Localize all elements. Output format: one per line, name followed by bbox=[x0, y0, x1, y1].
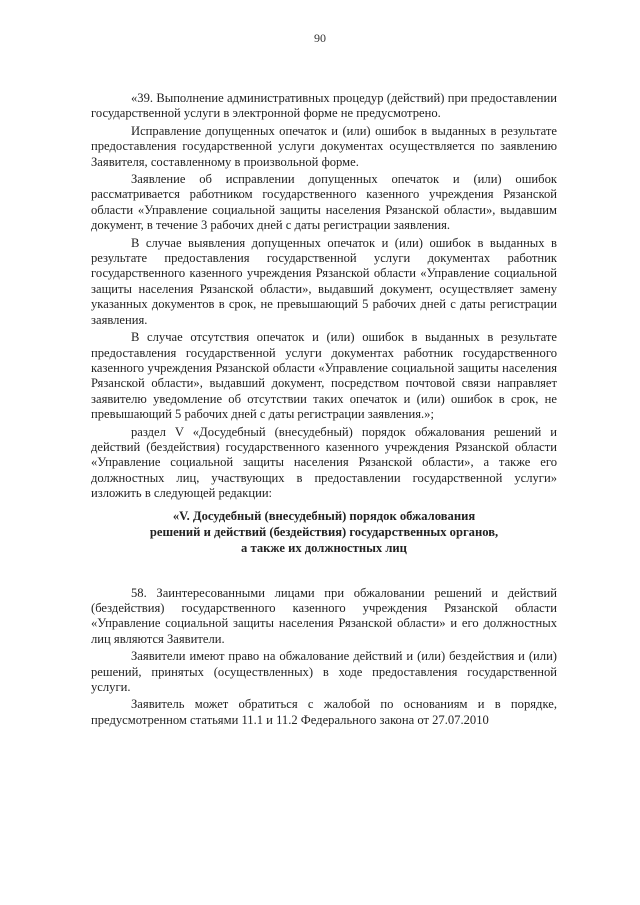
paragraph-appeal-right: Заявители имеют право на обжалование действий и (или) бездействия и (или) решений, принятых (осуществленных) в ходе предоставления государственной услуги. bbox=[91, 649, 557, 694]
paragraph-complaint-basis: Заявитель может обратиться с жалобой по основаниям и в порядке, предусмотренном статьями 11.1 и 11.2 Федерального закона от 27.07.2010 bbox=[91, 697, 557, 727]
paragraph-section-v-intro: раздел V «Досудебный (внесудебный) порядок обжалования решений и действий (бездействия) государственного казенного учреждения Рязанской области «Управление социальной защиты населения Рязанской области», а также его должностных лиц, участвующих в предоставлении государственной услуги» изложить в следующей редакции: bbox=[91, 424, 557, 501]
paragraph-58-interested-parties: 58. Заинтересованными лицами при обжаловании решений и действий (бездействия) государственного казенного учреждения Рязанской области «Управление социальной защиты населения Рязанской области» и его должностных лиц являются Заявители. bbox=[91, 585, 557, 646]
paragraph-correction-review: Заявление об исправлении допущенных опечаток и (или) ошибок рассматривается работником государственного казенного учреждения Рязанской области «Управление социальной защиты населения Рязанской области», выдавшим документ, в течение 3 рабочих дней с даты регистрации заявления. bbox=[91, 172, 557, 233]
paragraph-errors-found: В случае выявления допущенных опечаток и (или) ошибок в выданных в результате предоставления государственной услуги документах работник государственного казенного учреждения Рязанской области «Управление социальной защиты населения Рязанской области», выдавший документ, осуществляет замену указанных документов в срок, не превышающий 5 рабочих дней с даты регистрации заявления. bbox=[91, 235, 557, 327]
section-v-heading bbox=[91, 508, 557, 556]
heading-line: а также их должностных лиц bbox=[241, 540, 407, 555]
paragraph-no-errors: В случае отсутствия опечаток и (или) ошибок в выданных в результате предоставления государственной услуги документах работник государственного казенного учреждения Рязанской области «Управление социальной защиты населения Рязанской области», выдавший документ, посредством почтовой связи направляет заявителю уведомление об отсутствии таких опечаток и (или) ошибок в срок, не превышающий 5 рабочих дней с даты регистрации заявления.»; bbox=[91, 330, 557, 422]
paragraph-correction-request: Исправление допущенных опечаток и (или) ошибок в выданных в результате предоставления государственной услуги документах осуществляется по заявлению Заявителя, составленному в произвольной форме. bbox=[91, 123, 557, 169]
paragraph-39-electronic-form: «39. Выполнение административных процедур (действий) при предоставлении государственной услуги в электронной форме не предусмотрено. bbox=[91, 91, 557, 121]
page-number: 90 bbox=[314, 31, 326, 45]
heading-line: решений и действий (бездействия) государственных органов, bbox=[149, 524, 499, 539]
heading-line: «V. Досудебный (внесудебный) порядок обжалования bbox=[172, 508, 476, 523]
document-body bbox=[91, 91, 557, 730]
